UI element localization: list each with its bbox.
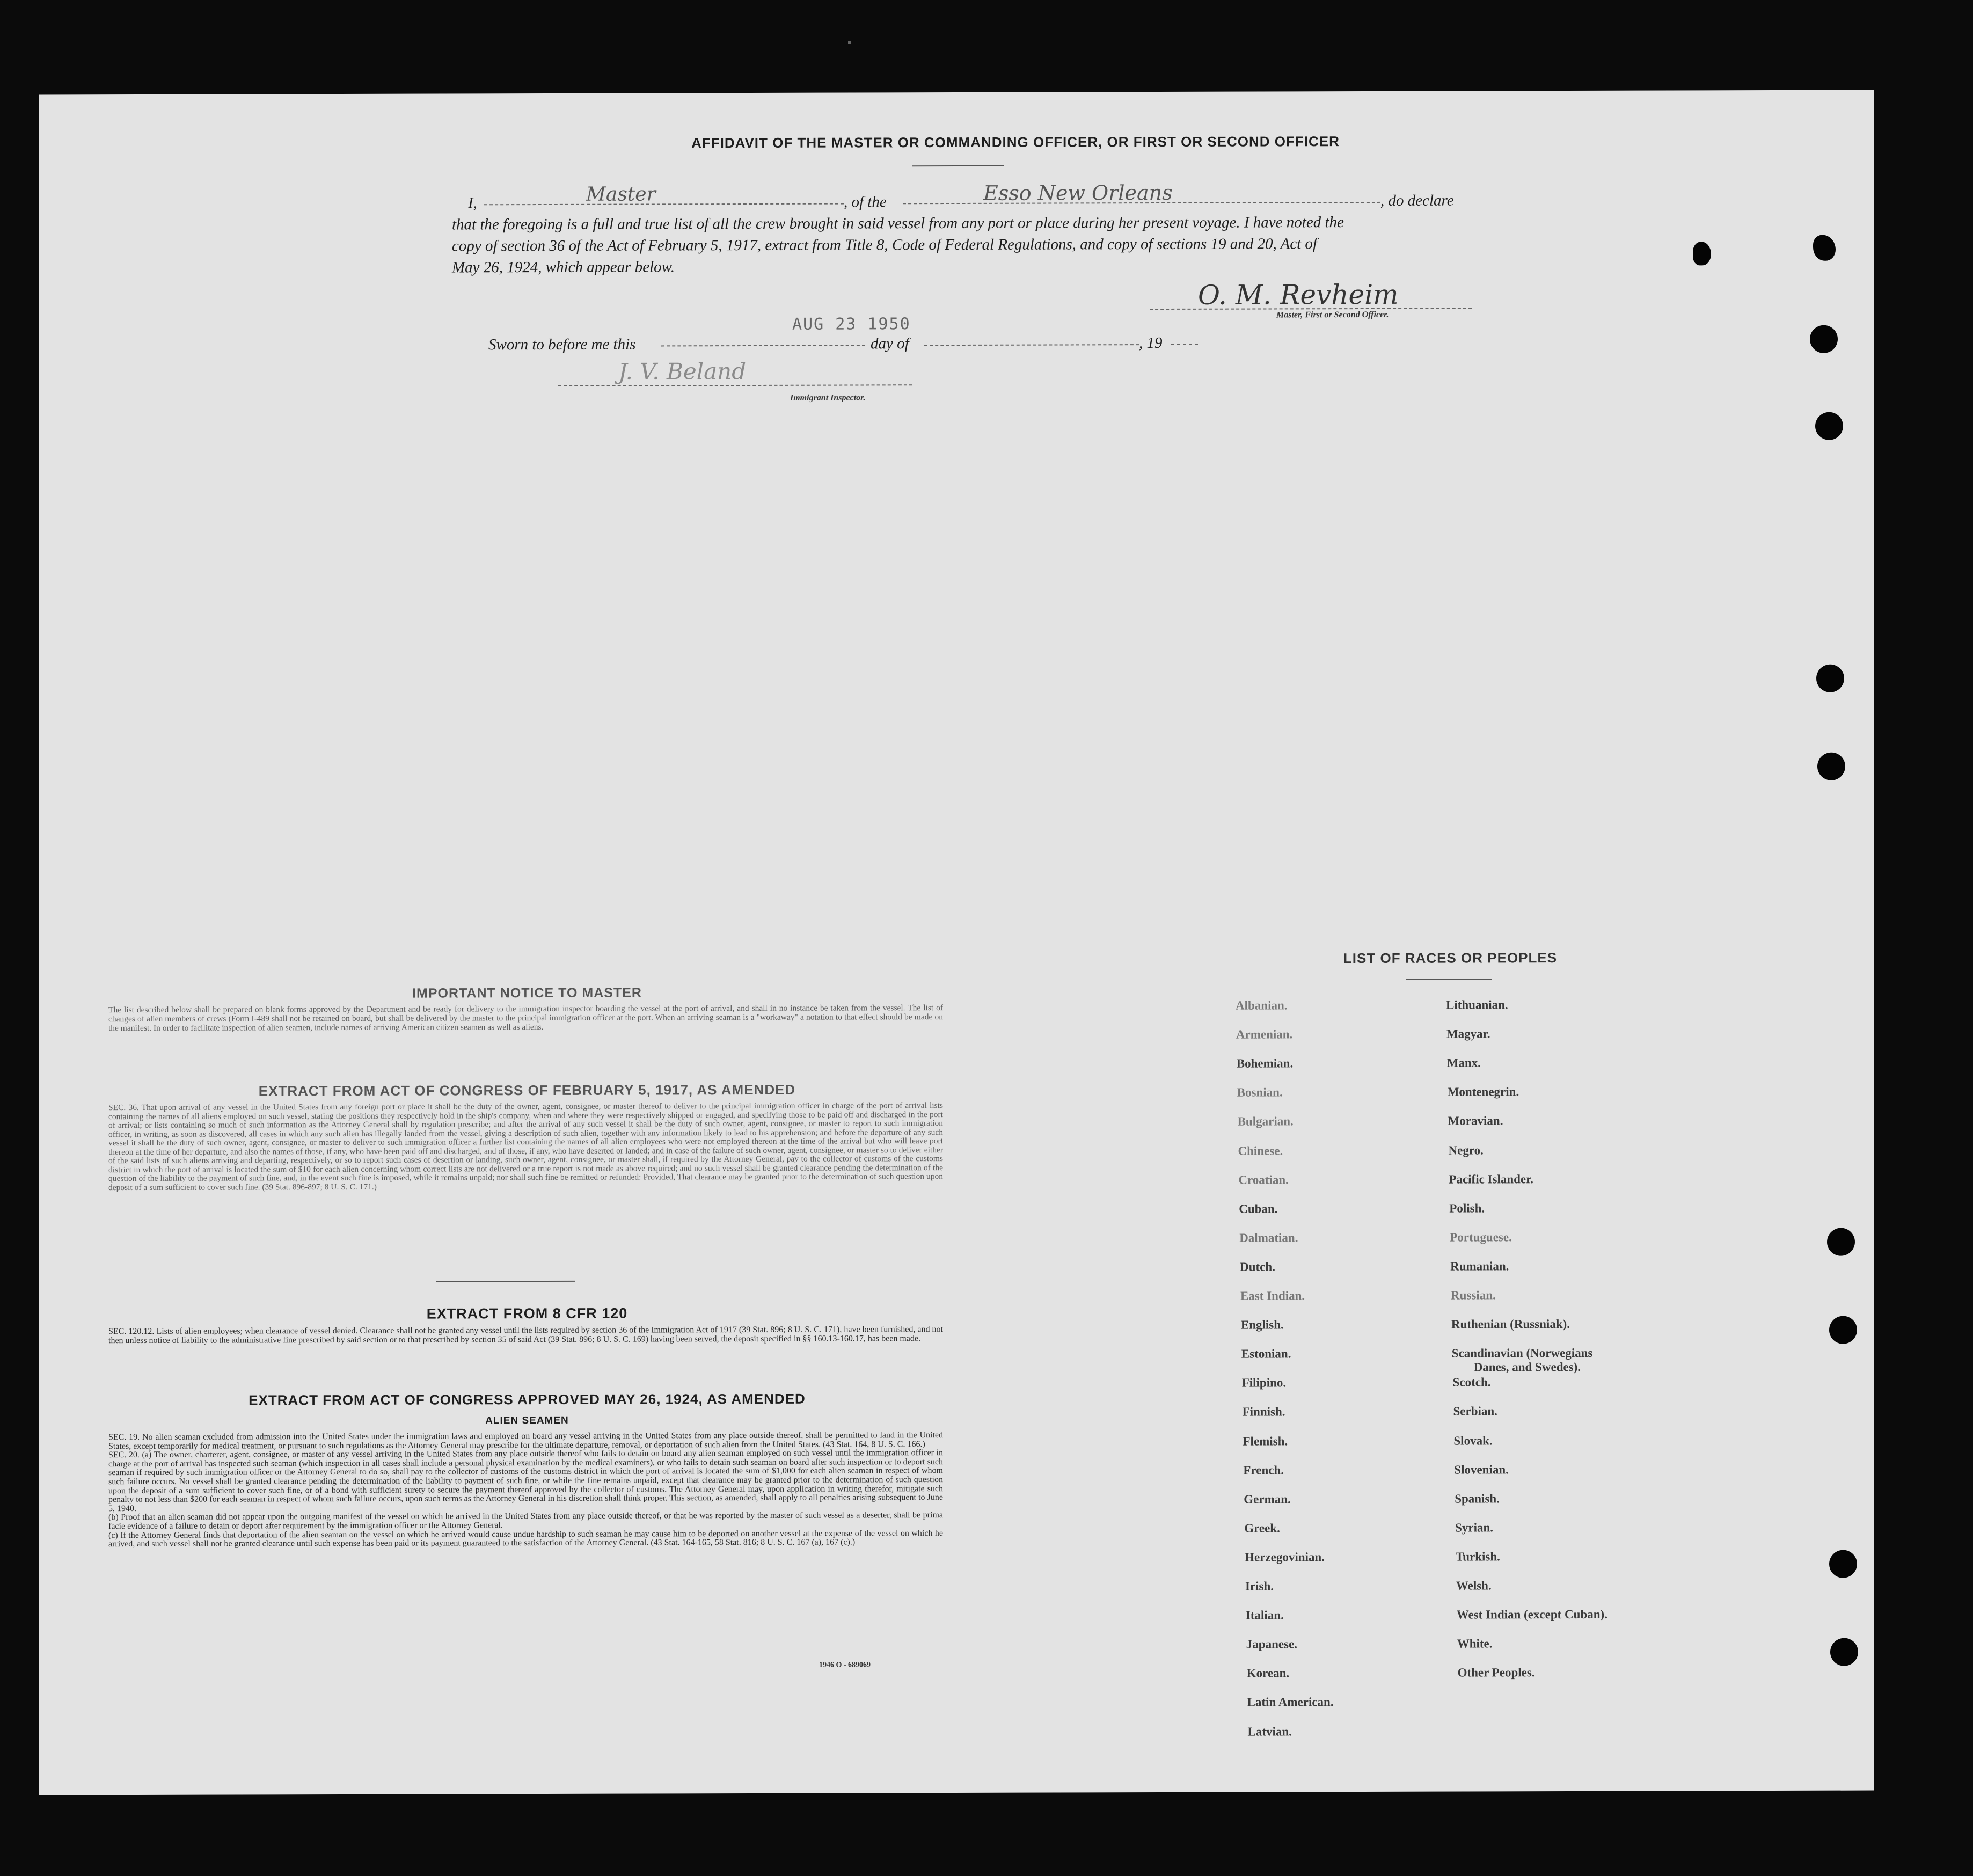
race-item: Herzegovinian. bbox=[1245, 1550, 1325, 1564]
race-item: Bohemian. bbox=[1236, 1056, 1294, 1070]
extract-1924-text: SEC. 19. No alien seaman excluded from admission into the United States under the immigration laws and employed on board any vessel arriving in the United States from any place outside thereof, shall be permitted to land in the United States, except temporarily for medical treatment, or pursuant to such regulations as the Attorney General may prescribe for the ultimate departure, removal, or deportation of such alien from the United States. (43 Stat. 164, 8 U. S. C. 166.) SEC. 20. (a) The owner, charterer, agent, consignee, or master of any vessel arriving in the United States from any place outside thereof who fails to detain on board any alien seaman employed on such vessel until the immigration officer in charge at the port of arrival has inspected such seaman (which inspection in all cases shall include a personal physical examination by the medical examiners), or who fails to detain such seaman on board after such inspection or to deport such seaman if required by such immigration officer or the Attorney General to do so, shall pay to the collector of customs of the customs district in which the port of arrival is located the sum of $1,000 for each alien seaman in respect of whom such failure occurs. No vessel shall be granted clearance pending the determination of the liability to payment of such fine, or while the fine remains unpaid, except that clearance may be granted prior to the determination of such question upon the deposit of a sum sufficient to cover such fine, or of a bond with sufficient surety to secure the payment thereof approved by the collector of customs. The Attorney General may, upon application in writing therefor, mitigate such penalty to not less than $200 for each seaman in respect of whom such failure occurs, upon such terms as the Attorney General in his discretion shall think proper. This section, as amended, shall apply to all penalties arising subsequent to June 5, 1940. (b) Proof that an alien seaman did not appear upon the outgoing manifest of the vessel on which he arrived in the United States from any place outside thereof, or that he was reported by the master of such vessel as a deserter, shall be prima facie evidence of a failure to detain or deport after requirement by the immigration officer or the Attorney General. (c) If the Attorney General finds that deportation of the alien seaman on the vessel on which he arrived would cause undue hardship to such seaman he may cause him to be deported on another vessel at the expense of the vessel on which he arrived, and such vessel shall not be granted clearance until such expense has been paid or its payment guaranteed to the satisfaction of the Attorney General. (43 Stat. 164-165, 58 Stat. 816; 8 U. S. C. 167 (a), 167 (c).) bbox=[108, 1430, 943, 1549]
race-item: Italian. bbox=[1245, 1608, 1284, 1622]
extract-1917-title: EXTRACT FROM ACT OF CONGRESS OF FEBRUARY 5, 1917, AS AMENDED bbox=[258, 1081, 796, 1099]
race-item: Latin American. bbox=[1247, 1695, 1334, 1709]
extract-1924-subtitle: ALIEN SEAMEN bbox=[485, 1414, 569, 1427]
races-title-underline bbox=[1406, 979, 1492, 980]
inspector-caption: Immigrant Inspector. bbox=[790, 393, 866, 403]
race-item: Ruthenian (Russniak). bbox=[1451, 1317, 1570, 1331]
race-item: Korean. bbox=[1246, 1666, 1290, 1680]
race-item: Danes, and Swedes). bbox=[1473, 1360, 1581, 1374]
punch-hole bbox=[1827, 1228, 1855, 1256]
race-item: Manx. bbox=[1446, 1056, 1481, 1070]
race-item: Scotch. bbox=[1452, 1375, 1491, 1389]
punch-hole bbox=[1813, 235, 1836, 261]
race-item: Japanese. bbox=[1246, 1637, 1297, 1651]
extract-cfr-text: SEC. 120.12. Lists of alien employees; when clearance of vessel denied. Clearance shall not be granted any vessel until the lists required by section 36 of the Immigration Act of 1917 (39 Stat. 896; 8 U. S. C. 171), have been furnished, and not then unless notice of liability to the administrative fine prescribed by said section or to that prescribed by section 35 of said Act (39 Stat. 896; 8 U. S. C. 169) having been served, the deposit specified in §§ 160.13-160.17, has been made. bbox=[108, 1325, 943, 1346]
race-item: Flemish. bbox=[1243, 1434, 1288, 1448]
race-item: Cuban. bbox=[1239, 1202, 1278, 1216]
affidavit-title: AFFIDAVIT OF THE MASTER OR COMMANDING OFFICER, OR FIRST OR SECOND OFFICER bbox=[691, 133, 1340, 151]
punch-hole bbox=[1815, 412, 1843, 440]
race-item: Greek. bbox=[1244, 1521, 1280, 1535]
race-item: Croatian. bbox=[1238, 1172, 1289, 1187]
punch-hole bbox=[1693, 242, 1711, 265]
title-underline bbox=[912, 165, 1004, 166]
race-item: Dutch. bbox=[1240, 1260, 1275, 1274]
race-item: Latvian. bbox=[1247, 1724, 1292, 1739]
race-item: White. bbox=[1457, 1637, 1493, 1651]
race-item: Bulgarian. bbox=[1237, 1114, 1294, 1129]
races-right-column bbox=[39, 90, 1874, 95]
race-item: East Indian. bbox=[1240, 1289, 1305, 1303]
race-item: Other Peoples. bbox=[1457, 1666, 1535, 1680]
race-item: Rumanian. bbox=[1450, 1259, 1509, 1273]
race-item: West Indian (except Cuban). bbox=[1456, 1607, 1607, 1622]
extract-1924-title: EXTRACT FROM ACT OF CONGRESS APPROVED MAY 26, 1924, AS AMENDED bbox=[249, 1390, 806, 1408]
race-item: Dalmatian. bbox=[1239, 1231, 1298, 1245]
races-title: LIST OF RACES OR PEOPLES bbox=[1343, 950, 1558, 967]
race-item: Slovenian. bbox=[1454, 1462, 1509, 1477]
master-caption: Master, First or Second Officer. bbox=[1276, 310, 1389, 320]
race-item: Pacific Islander. bbox=[1449, 1172, 1533, 1186]
punch-hole bbox=[1829, 1316, 1857, 1344]
race-item: Filipino. bbox=[1241, 1376, 1287, 1390]
race-item: Magyar. bbox=[1446, 1027, 1490, 1041]
punch-hole bbox=[1829, 1550, 1857, 1578]
race-item: German. bbox=[1244, 1492, 1291, 1506]
affidavit-body-line-4: May 26, 1924, which appear below. bbox=[452, 258, 675, 276]
sworn-month-line bbox=[924, 344, 1139, 346]
race-item: Armenian. bbox=[1236, 1027, 1293, 1041]
race-item: Irish. bbox=[1245, 1579, 1274, 1593]
master-name-handwritten: Master bbox=[586, 183, 656, 206]
race-item: Syrian. bbox=[1455, 1521, 1494, 1535]
race-item: French. bbox=[1243, 1463, 1284, 1477]
race-item: Turkish. bbox=[1456, 1550, 1500, 1564]
punch-hole bbox=[1817, 753, 1845, 780]
race-item: Lithuanian. bbox=[1446, 998, 1508, 1012]
punch-hole bbox=[1810, 325, 1838, 353]
race-item: Serbian. bbox=[1453, 1404, 1497, 1418]
race-item: Welsh. bbox=[1456, 1579, 1492, 1593]
race-item: Bosnian. bbox=[1237, 1085, 1283, 1099]
form-page bbox=[39, 90, 1874, 1795]
race-item: Negro. bbox=[1448, 1143, 1484, 1157]
affidavit-i: I, bbox=[468, 194, 477, 212]
race-item: Slovak. bbox=[1453, 1433, 1493, 1448]
race-item: Estonian. bbox=[1241, 1347, 1291, 1361]
sworn-year-line bbox=[1171, 344, 1198, 345]
punch-hole bbox=[1816, 665, 1844, 692]
master-signature: O. M. Revheim bbox=[1198, 279, 1399, 311]
extract-cfr-title: EXTRACT FROM 8 CFR 120 bbox=[426, 1305, 628, 1322]
race-item: Albanian. bbox=[1236, 998, 1288, 1012]
divider-1 bbox=[436, 1281, 575, 1282]
races-left-column bbox=[39, 90, 1874, 95]
punch-hole bbox=[1830, 1638, 1858, 1666]
affidavit-of-the: , of the bbox=[844, 193, 887, 211]
race-item: Scandinavian (Norwegians bbox=[1451, 1346, 1593, 1360]
notice-text: The list described below shall be prepared on blank forms approved by the Department and be ready for delivery to the immigration inspector boarding the vessel at the port of arrival, and shall in no instance be taken from the vessel. The list of changes of alien members of crews (Form I-489 shall not be retained on board, but shall be delivered by the master to the principal immigration officer at the port. When an arriving seaman is a "workaway" a notation to that effect should be made on the manifest. In order to facilitate inspection of alien seamen, include names of arriving American citizen seamen as well as aliens. bbox=[108, 1003, 943, 1033]
race-item: Portuguese. bbox=[1450, 1230, 1512, 1244]
race-item: English. bbox=[1240, 1318, 1284, 1332]
race-item: Russian. bbox=[1451, 1288, 1496, 1302]
master-name-line bbox=[484, 203, 844, 206]
inspector-signature-line bbox=[558, 384, 912, 386]
scan-corner-mark bbox=[848, 41, 851, 44]
year-prefix: , 19 bbox=[1139, 334, 1163, 352]
affidavit-body-line-2: that the foregoing is a full and true list of all the crew brought in said vessel from any port or place during her present voyage. I have noted the bbox=[452, 214, 1344, 233]
date-stamp: AUG 23 1950 bbox=[792, 315, 911, 334]
race-item: Polish. bbox=[1449, 1201, 1485, 1215]
print-code: 1946 O - 689069 bbox=[819, 1661, 871, 1669]
race-item: Spanish. bbox=[1455, 1492, 1500, 1506]
extract-1917-text: SEC. 36. That upon arrival of any vessel in the United States from any foreign port or place it shall be the duty of the owner, agent, consignee, or master thereof to deliver to the principal immigration officer in charge of the port of arrival lists containing the names of all aliens employed on such vessel, stating the positions they respectively hold in the ship's company, when and where they were respectively shipped or engaged, and specifying those to be paid off and discharged in the port of arrival; or lists containing so much of such information as the Attorney General shall by regulation prescribe; and after the arrival of any such vessel it shall be the duty of such owner, agent, consignee, or master to report to such immigration officer, in writing, as soon as discovered, all cases in which any such alien has illegally landed from the vessel, giving a description of such alien, together with any information likely to lead to his apprehension; and before the departure of any such vessel it shall be the duty of such owner, agent, consignee, or master to deliver to such immigration officer a further list containing the names of all alien employees who were not employed thereon at the time of the arrival but who will leave port thereon at the time of her departure, and also the names of those, if any, who have been paid off and discharged, and of those, if any, who have deserted or landed; and in case of the failure of such owner, agent, consignee, or master so to deliver either of the said lists of such aliens arriving and departing, respectively, or so to report such cases of desertion or landing, such owner, agent, consignee, or master shall, if required by the Attorney General, pay to the collector of customs of the customs district in which the port of arrival is located the sum of $10 for each alien concerning whom correct lists are not delivered or a true report is not made as above required; and no such vessel shall be granted clearance pending the determination of the question of the liability to the payment of such fine, and, in the event such fine is imposed, while it remains unpaid; nor shall such fine be remitted or refunded: Provided, That clearance may be granted prior to the determination of such question upon deposit of a sum sufficient to cover such fine. (39 Stat. 896-897; 8 U. S. C. 171.) bbox=[108, 1101, 943, 1192]
race-item: Montenegrin. bbox=[1447, 1085, 1519, 1099]
affidavit-declare: , do declare bbox=[1380, 192, 1454, 209]
sworn-text: Sworn to before me this bbox=[488, 335, 636, 354]
sworn-day-line bbox=[661, 345, 865, 346]
race-item: Finnish. bbox=[1242, 1405, 1285, 1419]
vessel-name-handwritten: Esso New Orleans bbox=[983, 180, 1173, 205]
affidavit-body-line-3: copy of section 36 of the Act of February 5, 1917, extract from Title 8, Code of Federal Regulations, and copy of sections 19 and 20, Act of bbox=[452, 235, 1317, 255]
inspector-signature: J. V. Beland bbox=[618, 358, 747, 385]
race-item: Moravian. bbox=[1448, 1114, 1503, 1128]
day-of-text: day of bbox=[871, 335, 909, 353]
notice-title: IMPORTANT NOTICE TO MASTER bbox=[412, 985, 642, 1001]
race-item: Chinese. bbox=[1238, 1143, 1283, 1158]
